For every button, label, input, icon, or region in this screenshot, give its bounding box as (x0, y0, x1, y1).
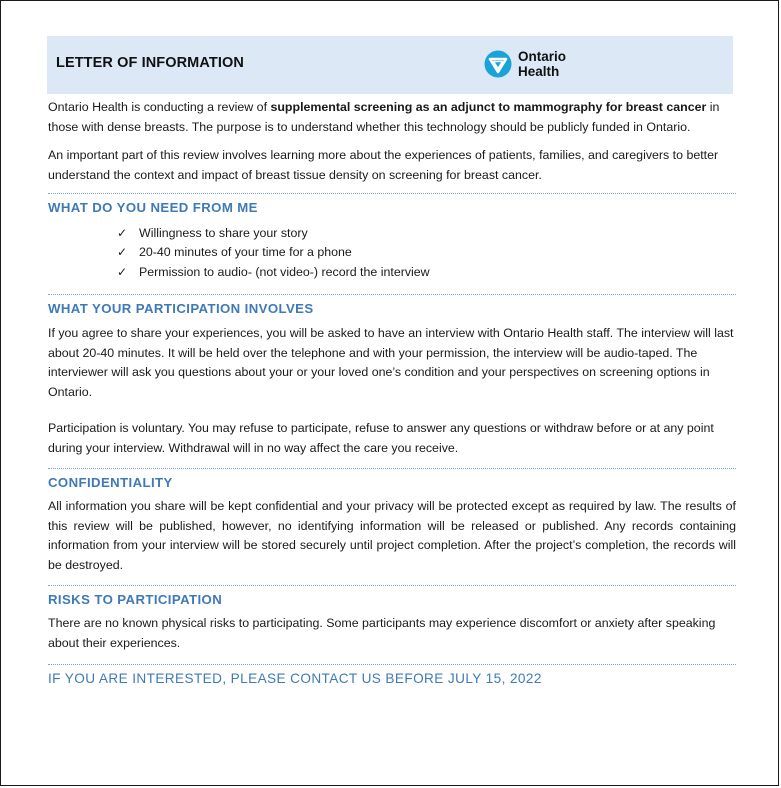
section-heading-risks: RISKS TO PARTICIPATION (48, 585, 736, 613)
intro-paragraph-2: An important part of this review involves learning more about the experiences of patients, families, and caregivers to better understand the context and impact of breast tissue density on screening for breast cancer. (48, 148, 719, 182)
letter-body (48, 98, 736, 689)
section-heading-need: WHAT DO YOU NEED FROM ME (48, 193, 736, 221)
participation-paragraph-1: If you agree to share your experiences, you will be asked to have an interview with Ontario Health staff. The interview will last about 20-40 minutes. It will be held over the telephone and with your permission, the interview will be audio-taped. The interviewer will ask you questions about your or your loved one’s condition and your perspectives on screening options in Ontario. (48, 326, 734, 399)
logo-line-2: Health (518, 64, 560, 79)
page-title: LETTER OF INFORMATION (56, 55, 244, 71)
confidentiality-paragraph: All information you share will be kept confidential and your privacy will be protected except as required by law. The results of this review will be published, however, no identifying information will be released or published. Any records containing information from your interview will be stored securely until project completion. After the project’s completion, the records will be destroyed. (48, 499, 736, 572)
header-banner (47, 36, 733, 94)
list-item-text: Permission to audio- (not video-) record the interview (139, 264, 430, 279)
contact-heading: IF YOU ARE INTERESTED, PLEASE CONTACT US BEFORE JULY 15, 2022 (48, 664, 736, 689)
list-item (117, 263, 736, 283)
intro-text: Ontario Health is conducting a review of (48, 100, 271, 114)
list-item (117, 243, 736, 263)
intro-text-end: in those with dense breasts. The purpose is to understand whether this technology should be publicly funded in Ontario. (48, 100, 720, 134)
list-item (117, 224, 736, 244)
list-item-text: Willingness to share your story (139, 225, 308, 240)
section-heading-confidentiality: CONFIDENTIALITY (48, 468, 736, 496)
section-heading-participation: WHAT YOUR PARTICIPATION INVOLVES (48, 294, 736, 322)
risks-paragraph: There are no known physical risks to participating. Some participants may experience discomfort or anxiety after speaking about their experiences. (48, 616, 716, 650)
intro-paragraph-1 (48, 98, 736, 137)
ontario-health-logo (484, 49, 566, 79)
logo-wordmark (518, 49, 566, 79)
checkmark-icon: ✓ (117, 225, 128, 240)
need-checklist (48, 224, 736, 283)
trillium-icon (484, 50, 512, 78)
checkmark-icon: ✓ (117, 264, 128, 279)
checkmark-icon: ✓ (117, 245, 128, 260)
logo-line-1: Ontario (518, 49, 567, 64)
participation-paragraph-2: Participation is voluntary. You may refuse to participate, refuse to answer any questions or withdraw before or at any point during your interview. Withdrawal will in no way affect the care you receive. (48, 421, 714, 456)
intro-bold-text: supplemental screening as an adjunct to mammography for breast cancer (270, 100, 707, 114)
list-item-text: 20-40 minutes of your time for a phone (139, 245, 352, 260)
